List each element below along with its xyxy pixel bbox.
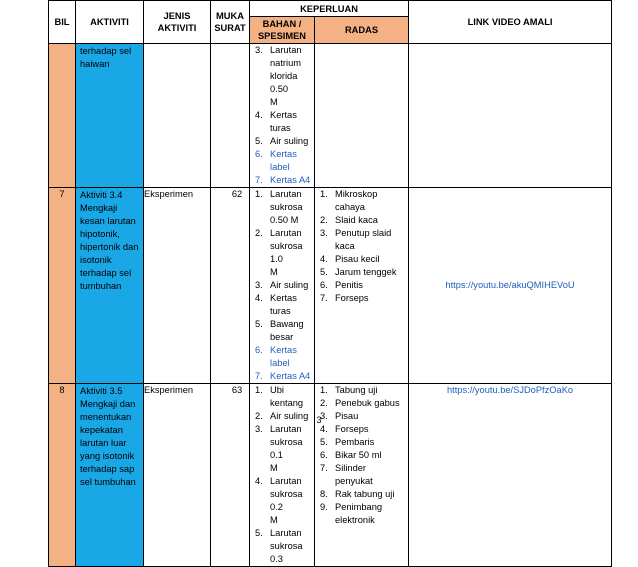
jenis-aktiviti-cell [144,44,211,188]
list-number: 3. [320,228,328,238]
radas-cell [315,188,409,384]
bil-number: 8 [59,385,65,395]
list-number: 4. [255,476,263,486]
jenis-aktiviti-cell: Eksperimen [144,384,211,567]
bahan-item [250,148,312,174]
list-number: 3. [320,411,328,421]
radas-cell [315,44,409,188]
list-number: 4. [320,254,328,264]
header-keperluan: KEPERLUAN [250,1,409,17]
bahan-item [250,174,312,187]
bahan-item [250,109,312,135]
bahan-item-text: Air suling [270,136,309,146]
bahan-item [250,292,312,318]
radas-item [315,266,406,279]
list-number: 1. [320,189,328,199]
muka-surat-number: 62 [231,189,243,199]
bahan-item [250,475,312,527]
bahan-item-text: Larutan [270,189,302,199]
aktiviti-line: Mengkaji dan [80,399,136,409]
bahan-item-text: M [270,267,278,277]
list-number: 5. [320,437,328,447]
table-row [49,44,612,188]
table-row [49,188,612,384]
list-number: 1. [255,189,263,199]
bahan-item-text: sukrosa 0.1 [270,437,303,460]
bahan-item [250,135,312,148]
bil-cell [49,384,76,567]
bil-number: 7 [59,189,65,199]
bahan-spesimen-cell [250,384,315,567]
list-number: 1. [255,385,263,395]
bahan-item [250,44,312,109]
bahan-item-text: M [270,515,278,525]
bahan-item-text: Kertas turas [270,110,297,133]
bahan-spesimen-cell [250,44,315,188]
bahan-item-text: sukrosa 0.2 [270,489,303,512]
aktiviti-line: isotonik [80,255,112,265]
radas-item-text: Pisau kecil [335,254,380,264]
bil-cell [49,44,76,188]
aktiviti-line: terhadap sap [80,464,135,474]
aktiviti-line: sel tumbuhan [80,477,136,487]
list-number: 8. [320,489,328,499]
bil-cell [49,188,76,384]
radas-item [315,488,406,501]
list-number: 9. [320,502,328,512]
bahan-item [250,527,312,566]
link-video-cell [409,384,612,567]
bahan-item [250,423,312,475]
aktiviti-line: Mengkaji [80,203,118,213]
radas-item-text: Tabung uji [335,385,378,395]
bahan-item [250,227,312,279]
bahan-item-text: Larutan [270,476,302,486]
page-number: 3 [316,415,322,425]
bahan-spesimen-cell [250,188,315,384]
list-number: 3. [255,424,263,434]
aktiviti-line: kepekatan [80,425,123,435]
list-number: 5. [255,319,263,329]
bahan-item-text: Kertas label [270,345,297,368]
list-number: 5. [255,136,263,146]
list-number: 3. [255,280,263,290]
radas-item-text: elektronik [335,515,375,525]
jenis-aktiviti-cell: Eksperimen [144,188,211,384]
list-number: 7. [255,371,263,381]
radas-item-text: Bikar 50 ml [335,450,382,460]
radas-item [315,227,406,253]
radas-item-text: Penutup slaid [335,228,392,238]
bahan-item [250,384,312,410]
radas-item [315,292,406,305]
list-number: 3. [255,45,263,55]
radas-item [315,214,406,227]
list-number: 6. [320,280,328,290]
list-number: 6. [320,450,328,460]
radas-item-text: Slaid kaca [335,215,378,225]
bahan-item [250,370,312,383]
radas-item-text: Silinder penyukat [335,463,373,486]
bahan-item-text: Larutan [270,45,302,55]
muka-surat-cell [211,44,250,188]
aktiviti-cell [76,44,144,188]
bahan-item-text: Larutan [270,528,302,538]
radas-item-text: Penitis [335,280,363,290]
bahan-item [250,318,312,344]
bahan-item-text: sukrosa [270,202,303,212]
radas-item [315,188,406,214]
header-bahan-spesimen: BAHAN / SPESIMEN [250,17,315,44]
list-number: 5. [255,528,263,538]
aktiviti-line: menentukan [80,412,132,422]
muka-surat-number: 63 [231,385,243,395]
bahan-item-text: Kertas A4 [270,175,311,185]
list-number: 4. [320,424,328,434]
bahan-item-text: Larutan [270,424,302,434]
header-bil: BIL [49,1,76,44]
list-number: 4. [255,110,263,120]
bahan-item-text: Bawang [270,319,304,329]
muka-surat-cell [211,384,250,567]
bahan-item-text: Kertas label [270,149,297,172]
radas-item [315,397,406,410]
activity-table [48,0,612,567]
aktiviti-line: Aktiviti 3.5 [80,386,123,396]
radas-item-text: Forseps [335,293,369,303]
radas-item [315,436,406,449]
bahan-item-text: Kertas A4 [270,371,311,381]
aktiviti-line: larutan luar [80,438,127,448]
bahan-item-text: 0.50 M [270,215,299,225]
list-number: 2. [255,228,263,238]
header-link-video: LINK VIDEO AMALI [409,1,612,44]
bahan-item-text: natrium [270,58,302,68]
aktiviti-cell [76,188,144,384]
list-number: 7. [320,463,328,473]
aktiviti-line: terhadap sel [80,46,132,56]
header-jenis-aktiviti: JENIS AKTIVITI [144,1,211,44]
list-number: 6. [255,345,263,355]
video-link[interactable]: https://youtu.be/akuQMIHEVoU [445,280,575,290]
header-muka-surat: MUKA SURAT [211,1,250,44]
link-video-cell [409,44,612,188]
radas-item [315,384,406,397]
list-number: 2. [255,411,263,421]
radas-item [315,501,406,527]
aktiviti-line: tumbuhan [80,281,122,291]
radas-item-text: kaca [335,241,355,251]
radas-item-text: Forseps [335,424,369,434]
radas-item-text: Jarum tenggek [335,267,397,277]
list-number: 7. [320,293,328,303]
header-radas: RADAS [315,17,409,44]
aktiviti-line: yang isotonik [80,451,135,461]
aktiviti-line: Aktiviti 3.4 [80,190,123,200]
header-aktiviti: AKTIVITI [76,1,144,44]
bahan-item-text: Kertas turas [270,293,297,316]
list-number: 4. [255,293,263,303]
radas-item [315,462,406,488]
muka-surat-cell [211,188,250,384]
radas-cell [315,384,409,567]
bahan-item-text: klorida 0.50 [270,71,298,94]
list-number: 2. [320,398,328,408]
radas-item-text: Pembaris [335,437,375,447]
bahan-item [250,344,312,370]
radas-item-text: Pisau [335,411,359,421]
radas-item-text: Penimbang [335,502,383,512]
video-link[interactable]: https://youtu.be/SJDoPfzOaKo [446,385,574,395]
list-number: 6. [255,149,263,159]
aktiviti-line: haiwan [80,59,110,69]
bahan-item-text: M [270,463,278,473]
list-number: 5. [320,267,328,277]
radas-item-text: Rak tabung uji [335,489,395,499]
radas-item-text: Penebuk gabus [335,398,400,408]
aktiviti-line: hipertonik dan [80,242,139,252]
bahan-item-text: Ubi kentang [270,385,304,408]
aktiviti-line: hipotonik, [80,229,120,239]
list-number: 7. [255,175,263,185]
bahan-item-text: sukrosa 1.0 [270,241,303,264]
aktiviti-line: kesan larutan [80,216,136,226]
link-video-cell [409,188,612,384]
radas-item [315,279,406,292]
aktiviti-line: terhadap sel [80,268,132,278]
radas-item [315,253,406,266]
bahan-item-text: besar [270,332,294,342]
bahan-item-text: sukrosa 0.3 [270,541,303,564]
radas-item-text: Mikroskop cahaya [335,189,378,212]
table-row [49,384,612,567]
aktiviti-cell [76,384,144,567]
bahan-item-text: Air suling [270,411,309,421]
bahan-item [250,279,312,292]
bahan-item [250,188,312,227]
bahan-item-text: M [270,97,278,107]
list-number: 2. [320,215,328,225]
list-number: 1. [320,385,328,395]
bahan-item-text: Air suling [270,280,309,290]
bahan-item-text: Larutan [270,228,302,238]
